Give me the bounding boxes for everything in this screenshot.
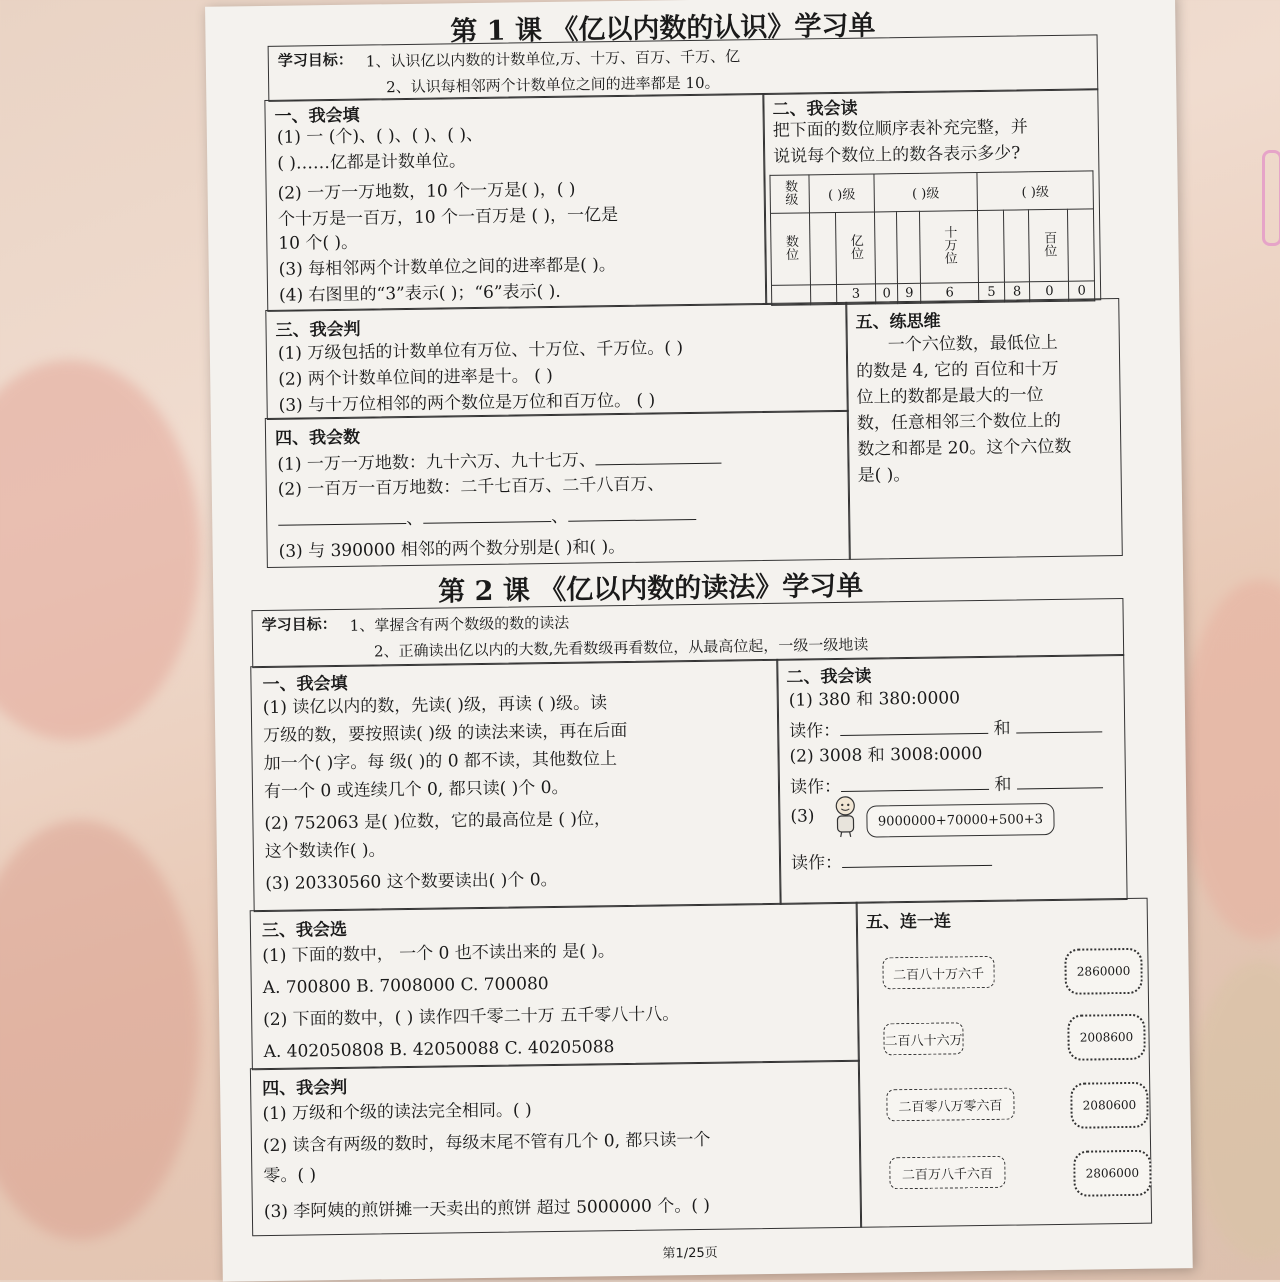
lesson1-goal-2: 2、认识每相邻两个计数单位之间的进率都是 10。 xyxy=(386,73,720,97)
l1s5-line2: 的数是 4, 它的 百位和十万 xyxy=(856,358,1059,382)
lesson2-goal-label: 学习目标： xyxy=(261,614,337,635)
place-shiwan: 十万位 xyxy=(920,211,979,284)
background-petal xyxy=(0,820,200,1240)
digit-cell: 6 xyxy=(921,282,979,303)
l1s3-line3: (3) 与十万位相邻的两个数位是万位和百万位。 ( ) xyxy=(278,390,656,416)
l2s2-line3: (3) xyxy=(790,806,815,827)
place-bai: 百位 xyxy=(1029,209,1069,282)
lesson2-title: 第 2 课 《亿以内数的读法》学习单 xyxy=(438,570,864,608)
l2s2-read3: 读作： xyxy=(791,848,992,874)
l1s1-line5: 10 个( )。 xyxy=(278,232,359,254)
row-label-level: 数级 xyxy=(770,175,810,214)
match-right-3[interactable]: 2080600 xyxy=(1070,1082,1149,1129)
digit-cell: 8 xyxy=(1004,282,1030,302)
l1s5-line1: 一个六位数，最低位上 xyxy=(887,332,1058,356)
l1s5-line6: 是( )。 xyxy=(857,464,911,486)
lesson1-section1-title: 一、我会填 xyxy=(274,105,360,127)
l2s3-line1: (1) 下面的数中， 一个 0 也不读出来的 是( )。 xyxy=(262,941,616,967)
level-cell-1: ( )级 xyxy=(809,174,874,213)
l2s2-read2: 读作： 和 xyxy=(790,770,1103,798)
lesson2-section4-title: 四、我会判 xyxy=(262,1077,348,1100)
l1s4-line1: (1) 一万一万地数：九十六万、九十七万、 xyxy=(277,446,722,476)
l2s1-line6: 这个数读作( )。 xyxy=(264,840,386,863)
digit-cell: 0 xyxy=(875,284,898,304)
match-right-4[interactable]: 2806000 xyxy=(1073,1150,1152,1197)
level-cell-2: ( )级 xyxy=(874,173,978,212)
match-right-1[interactable]: 2860000 xyxy=(1064,948,1143,995)
l2s1-line1: (1) 读亿以内的数，先读( )级，再读 ( )级。读 xyxy=(262,693,608,719)
digit-cell: 5 xyxy=(979,282,1005,302)
l1s1-line3: (2) 一万一万地数，10 个一万是( )，( ) xyxy=(277,179,576,204)
match-left-2[interactable]: 二百八十六万 xyxy=(883,1022,963,1055)
l2s1-line3: 加一个( )字。每 级( )的 0 都不读，其他数位上 xyxy=(263,749,618,775)
l1s1-line1: (1) 一 (个)、( )、( )、( )、 xyxy=(276,124,484,148)
worksheet-page xyxy=(205,0,1193,1282)
lesson2-goal-1: 1、掌握含有两个数级的数的读法 xyxy=(349,613,570,635)
match-right-2[interactable]: 2008600 xyxy=(1067,1014,1146,1061)
lesson1-section4-title: 四、我会数 xyxy=(274,427,361,449)
match-left-3[interactable]: 二百零八万零六百 xyxy=(886,1088,1014,1122)
l1s4-line3: (3) 与 390000 相邻的两个数分别是( )和( )。 xyxy=(278,536,626,562)
place-yi: 亿位 xyxy=(835,212,875,285)
l2s2-line2: (2) 3008 和 3008:0000 xyxy=(789,743,983,767)
l1s2-line2: 说说每个数位上的数各表示多少? xyxy=(773,143,1021,167)
l2s3-line3: (2) 下面的数中，( ) 读作四千零二十万 五千零八十八。 xyxy=(263,1004,680,1031)
level-cell-3: ( )级 xyxy=(977,171,1093,211)
l2s1-line5: (2) 752063 是( )位数，它的最高位是 ( )位， xyxy=(264,809,612,835)
l2s1-line2: 万级的数，要按照读( )级 的读法来读，再在后面 xyxy=(263,720,628,747)
background-petal xyxy=(1190,960,1280,1260)
digit-cell: 0 xyxy=(1069,281,1095,301)
l2s2-line1: (1) 380 和 380:0000 xyxy=(788,688,961,711)
page-number: 第1/25页 xyxy=(662,1245,718,1262)
digit-cell: 0 xyxy=(1030,281,1069,302)
l2s3-line2: A. 700800 B. 7008000 C. 700080 xyxy=(262,974,549,999)
l1s4-blanks: 、 、 xyxy=(278,502,696,531)
lesson1-section3-title: 三、我会判 xyxy=(275,319,361,341)
background-petal xyxy=(1180,580,1280,940)
lesson2-section5-title: 五、连一连 xyxy=(865,911,952,933)
lesson1-goal-1: 1、认识亿以内数的计数单位,万、十万、百万、千万、亿 xyxy=(365,47,741,71)
paper-clip xyxy=(1262,150,1280,246)
lesson1-goal-label: 学习目标： xyxy=(277,50,353,70)
l2s4-line2: (2) 读含有两级的数时，每级末尾不管有几个 0, 都只读一个 xyxy=(262,1129,711,1157)
lesson2-section2-title: 二、我会读 xyxy=(786,666,872,688)
match-left-1[interactable]: 二百八十万六千 xyxy=(882,956,994,990)
l2s4-line4: (3) 李阿姨的煎饼摊一天卖出的煎饼 超过 5000000 个。( ) xyxy=(263,1195,711,1223)
l1s5-line5: 数之和都是 20。这个六位数 xyxy=(857,436,1072,460)
l2s4-line1: (1) 万级和个级的读法完全相同。( ) xyxy=(262,1100,532,1125)
l1s2-line1: 把下面的数位顺序表补充完整，并 xyxy=(772,117,1028,141)
background-petal xyxy=(0,360,200,740)
lesson1-title: 第 1 课 《亿以内数的认识》学习单 xyxy=(450,10,876,48)
lesson2-section3-title: 三、我会选 xyxy=(261,919,348,942)
digit-cell: 3 xyxy=(836,284,875,305)
l2s2-read1: 读作： 和 xyxy=(789,714,1102,742)
row-label-place: 数位 xyxy=(770,213,810,286)
lesson1-section2-title: 二、我会读 xyxy=(772,98,858,120)
place-value-table xyxy=(769,170,1095,306)
l2s1-line4: 有一个 0 或连续几个 0, 都只读( )个 0。 xyxy=(263,777,569,803)
lesson1-section5-title: 五、练思维 xyxy=(855,311,941,333)
l2s1-line7: (3) 20330560 这个数要读出( )个 0。 xyxy=(265,869,558,895)
l1s1-line2: ( )……亿都是计数单位。 xyxy=(277,151,467,174)
expression-bubble: 9000000+70000+500+3 xyxy=(866,803,1054,838)
l1s5-line3: 位上的数都是最大的一位 xyxy=(856,385,1044,408)
l2s3-line4: A. 402050808 B. 42050088 C. 40205088 xyxy=(263,1037,615,1063)
match-left-4[interactable]: 二百万八千六百 xyxy=(889,1156,1005,1190)
l1s1-line4: 个十万是一百万，10 个一百万是 ( )，一亿是 xyxy=(277,205,619,230)
lesson2-section1-title: 一、我会填 xyxy=(262,673,348,696)
l1s1-line6: (3) 每相邻两个计数单位之间的进率都是( )。 xyxy=(278,255,616,280)
l1s1-line7: (4) 右图里的“3”表示( )；“6”表示( ). xyxy=(278,281,561,306)
cartoon-child-icon xyxy=(830,794,861,838)
l1s5-line4: 数，任意相邻三个数位上的 xyxy=(856,410,1062,434)
digit-cell: 9 xyxy=(898,283,921,303)
l1s3-line1: (1) 万级包括的计数单位有万位、十万位、千万位。( ) xyxy=(277,338,684,364)
l1s4-line2: (2) 一百万一百万地数：二千七百万、二千八百万、 xyxy=(277,474,665,500)
l2s4-line3: 零。( ) xyxy=(263,1165,317,1187)
l1s3-line2: (2) 两个计数单位间的进率是十。 ( ) xyxy=(278,365,553,390)
lesson2-goal-2: 2、正确读出亿以内的大数,先看数级再看数位，从最高位起，一级一级地读 xyxy=(373,635,869,661)
